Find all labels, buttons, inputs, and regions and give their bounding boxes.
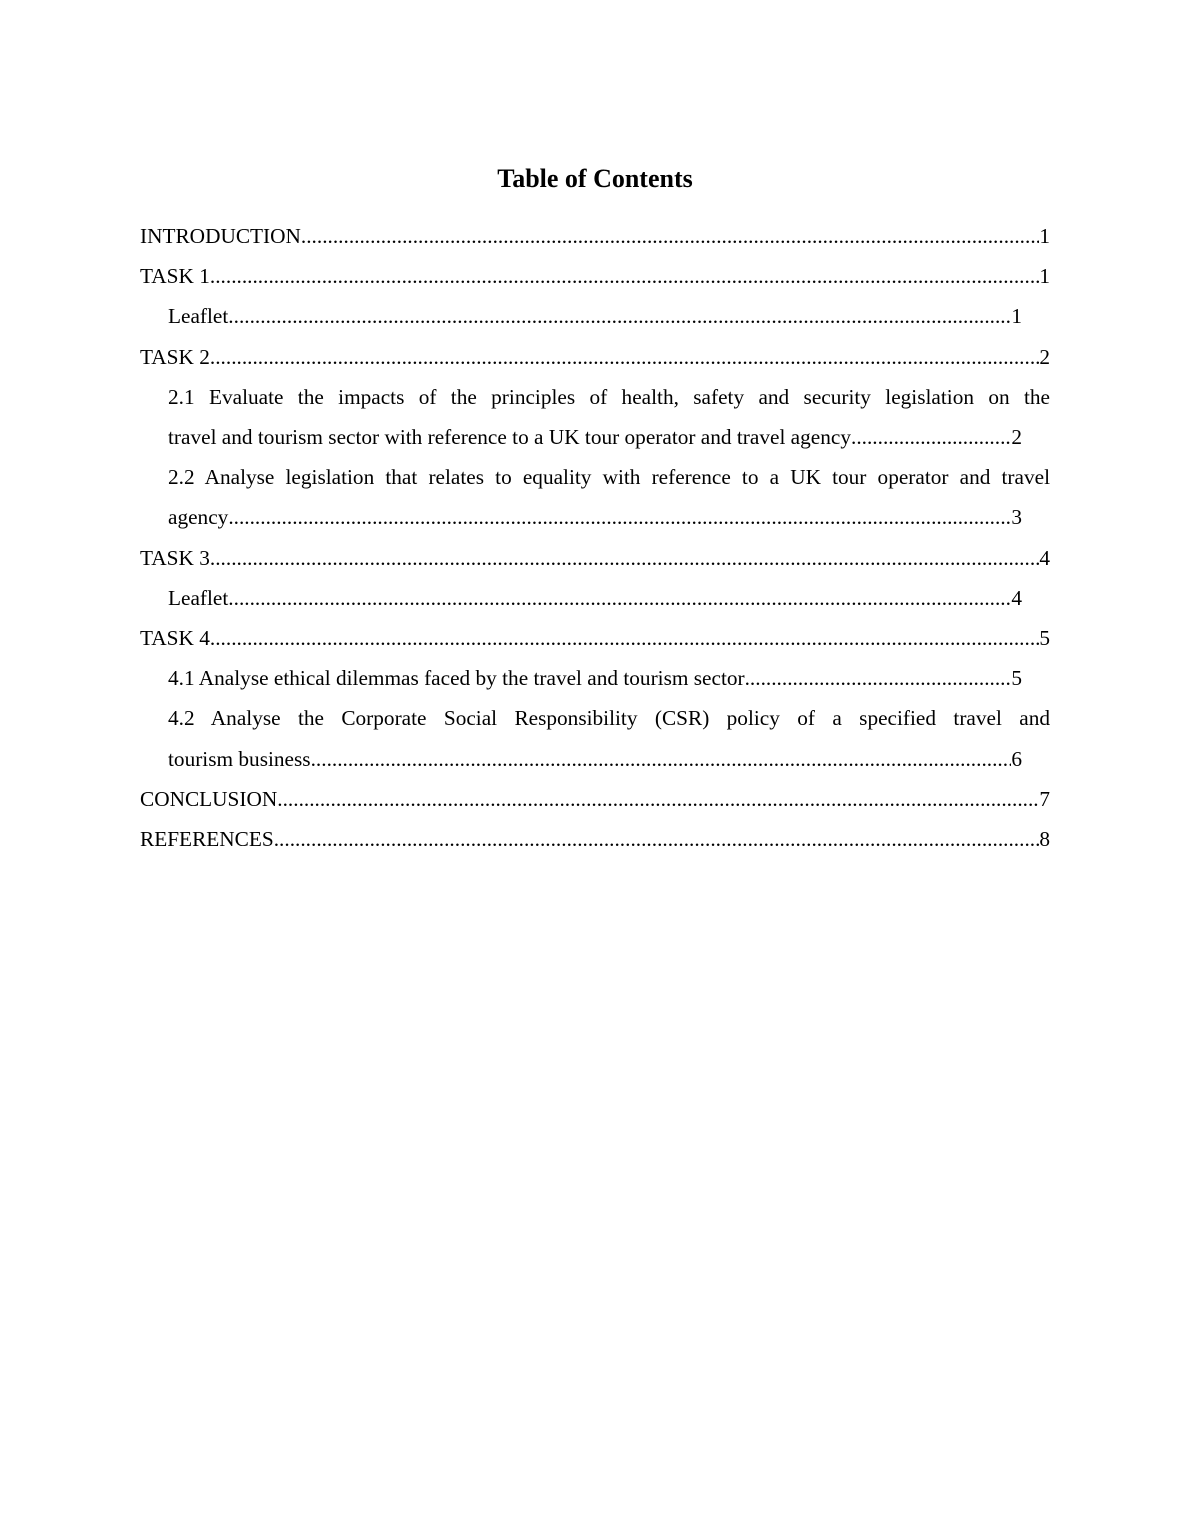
toc-entry-label: TASK 1 xyxy=(140,264,210,289)
toc-page-number: 3 xyxy=(1011,505,1022,530)
toc-entry-task4[interactable] xyxy=(140,618,1050,658)
dot-leader xyxy=(210,337,1039,377)
toc-entry-line2 xyxy=(168,497,1022,537)
toc-entry-task4-2[interactable] xyxy=(168,698,1050,778)
dot-leader xyxy=(274,819,1040,859)
toc-entry-references[interactable] xyxy=(140,819,1050,859)
dot-leader xyxy=(851,417,1011,457)
toc-entry-task4-1[interactable] xyxy=(168,658,1022,698)
toc-entry-conclusion[interactable] xyxy=(140,779,1050,819)
dot-leader xyxy=(277,779,1039,819)
toc-page-number: 4 xyxy=(1011,585,1022,610)
toc-entry-task1-leaflet[interactable] xyxy=(168,296,1022,336)
toc-entry-label-line2: travel and tourism sector with reference to a UK tour operator and travel agency xyxy=(168,425,851,450)
toc-entry-task2[interactable] xyxy=(140,337,1050,377)
toc-entry-label: 4.1 Analyse ethical dilemmas faced by the travel and tourism sector xyxy=(168,666,745,691)
dot-leader xyxy=(228,296,1011,336)
toc-entry-label-line1: 4.2 Analyse the Corporate Social Responsibility (CSR) policy of a specified travel and xyxy=(168,706,1050,731)
toc-entry-introduction[interactable] xyxy=(140,216,1050,256)
toc-page-number: 7 xyxy=(1039,786,1050,811)
toc-entry-label-line2: agency xyxy=(168,505,229,530)
dot-leader xyxy=(311,739,1012,779)
toc-entry-label: REFERENCES xyxy=(140,827,274,852)
toc-entry-label-line2: tourism business xyxy=(168,746,311,771)
toc-page-number: 5 xyxy=(1011,666,1022,691)
dot-leader xyxy=(210,618,1039,658)
toc-page-number: 2 xyxy=(1011,425,1022,450)
toc-entry-line2 xyxy=(168,739,1022,779)
toc-page-number: 4 xyxy=(1039,545,1050,570)
toc-entry-task2-2[interactable] xyxy=(168,457,1050,537)
toc-entry-label: INTRODUCTION xyxy=(140,224,301,248)
toc-entry-label: CONCLUSION xyxy=(140,786,278,811)
dot-leader xyxy=(228,497,1011,537)
toc-entry-task1[interactable] xyxy=(140,256,1050,296)
dot-leader xyxy=(301,216,1039,256)
toc-entry-label-line1: 2.1 Evaluate the impacts of the principles of health, safety and security legislation on the xyxy=(168,384,1050,409)
toc-entry-label: Leaflet xyxy=(168,304,229,329)
dot-leader xyxy=(210,256,1039,296)
toc-page-number: 5 xyxy=(1039,626,1050,651)
toc-entry-label: TASK 3 xyxy=(140,545,210,570)
dot-leader xyxy=(210,538,1039,578)
table-of-contents xyxy=(140,216,1050,859)
dot-leader xyxy=(745,658,1012,698)
toc-entry-task3-leaflet[interactable] xyxy=(168,578,1022,618)
toc-entry-label: Leaflet xyxy=(168,585,229,610)
toc-page-number: 2 xyxy=(1039,344,1050,369)
toc-page-number: 6 xyxy=(1011,746,1022,771)
toc-entry-task3[interactable] xyxy=(140,538,1050,578)
toc-entry-label-line1: 2.2 Analyse legislation that relates to equality with reference to a UK tour operator and travel xyxy=(168,465,1050,490)
toc-page-number: 1 xyxy=(1039,224,1050,248)
toc-page-number: 8 xyxy=(1039,827,1050,852)
toc-page-number: 1 xyxy=(1039,264,1050,289)
page-title: Table of Contents xyxy=(497,164,693,193)
toc-entry-label: TASK 2 xyxy=(140,344,210,369)
toc-page-number: 1 xyxy=(1011,304,1022,329)
dot-leader xyxy=(228,578,1011,618)
toc-entry-line2 xyxy=(168,417,1022,457)
toc-entry-task2-1[interactable] xyxy=(168,377,1050,457)
toc-entry-label: TASK 4 xyxy=(140,626,210,651)
